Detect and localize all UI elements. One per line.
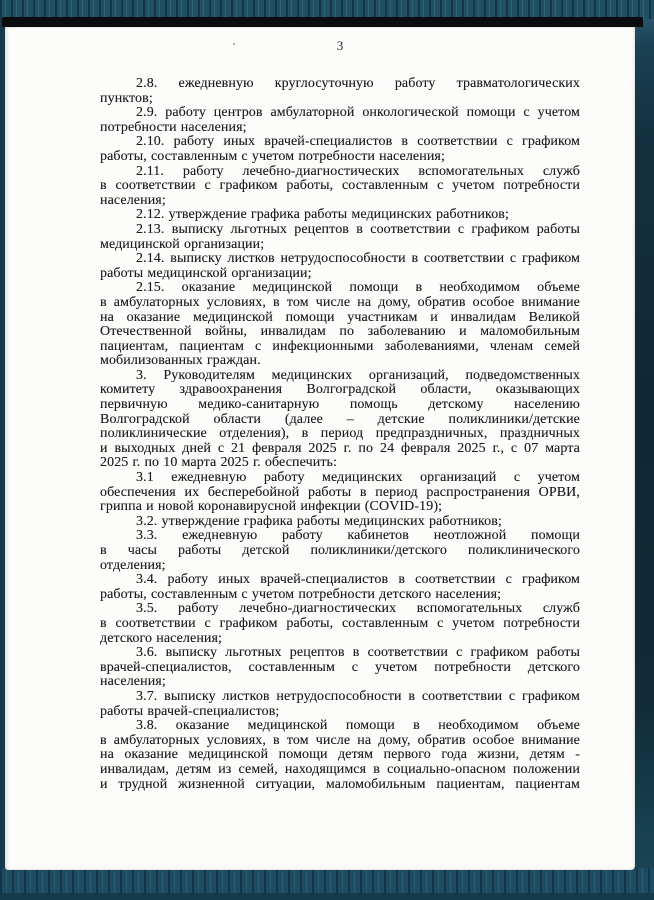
text-line: гриппа и новой коронавирусной инфекции (COVID-19);	[100, 500, 443, 515]
text-line: 3.7. выписку листков нетрудоспособности в соответствии с графиком	[136, 689, 580, 704]
text-line: Отечественной войны, инвалидам по заболеванию и маломобильным	[100, 325, 580, 340]
text-line: первичную медико-санитарную помощь детскому населению	[100, 398, 580, 413]
text-line: работы медицинской организации;	[100, 266, 312, 281]
page-number: 3	[336, 38, 344, 53]
text-line: поликлинические отделения), в период предпраздничных, праздничных	[100, 427, 580, 442]
text-line: 2.13. выписку льготных рецептов в соответствии с графиком работы	[136, 222, 580, 237]
paragraph	[100, 208, 580, 223]
text-line: 3.5. работу лечебно-диагностических вспомогательных служб	[136, 602, 580, 617]
text-line: врачей-специалистов, составленным с учетом потребности детского	[100, 660, 580, 675]
text-line: и выходных дней с 21 февраля 2025 г. по 24 февраля 2025 г., с 07 марта	[100, 441, 580, 456]
text-line: на оказание медицинской помощи детям первого года жизни, детям -	[100, 748, 580, 763]
paragraph	[100, 165, 580, 209]
text-line: 3.1 ежедневную работу медицинских организаций с учетом	[136, 471, 580, 486]
text-line: обеспечения их бесперебойной работы в период распространения ОРВИ,	[100, 485, 580, 500]
paragraph	[100, 529, 580, 573]
text-line: населения;	[100, 193, 166, 208]
text-line: 2025 г. по 10 марта 2025 г. обеспечить:	[100, 456, 338, 471]
text-line: на оказание медицинской помощи участникам и инвалидам Великой	[100, 310, 580, 325]
scan-speck	[233, 43, 235, 45]
page-top-shadow	[2, 17, 643, 27]
paragraph	[100, 369, 580, 471]
text-line: 3.3. ежедневную работу кабинетов неотложной помощи	[136, 529, 580, 544]
text-line: работы врачей-специалистов;	[100, 704, 280, 719]
text-line: пунктов;	[100, 91, 153, 106]
text-line: и трудной жизненной ситуации, маломобильным пациентам, пациентам	[100, 777, 580, 792]
text-line: 2.8. ежедневную круглосуточную работу травматологических	[136, 77, 580, 91]
paragraph	[100, 281, 580, 369]
paragraph	[100, 223, 580, 252]
text-line: 3.6. выписку льготных рецептов в соответствии с графиком работы	[136, 646, 580, 661]
paragraph	[100, 77, 580, 106]
text-line: 3.2. утверждение графика работы медицинских работников;	[136, 514, 502, 529]
text-line: в соответствии с графиком работы, составленным с учетом потребности	[100, 179, 580, 194]
text-line: в часы работы детской поликлиники/детского поликлинического	[100, 544, 580, 558]
document-body	[100, 77, 580, 792]
scan-border-bottom-edge	[0, 893, 654, 900]
scan-border-bottom	[0, 868, 654, 893]
text-line: 2.15. оказание медицинской помощи в необходимом объеме	[136, 281, 580, 296]
text-line: работы, составленным с учетом потребности детского населения;	[100, 587, 502, 602]
text-line: медицинской организации;	[100, 237, 265, 252]
paragraph	[100, 573, 580, 602]
paragraph	[100, 515, 580, 530]
paragraph	[100, 135, 580, 164]
text-line: 2.14. выписку листков нетрудоспособности в соответствии с графиком	[136, 252, 580, 267]
paragraph	[100, 106, 580, 135]
paragraph	[100, 602, 580, 646]
text-line: мобилизованных граждан.	[100, 354, 261, 369]
page-content	[100, 27, 580, 792]
scan-border-right	[635, 0, 654, 900]
text-line: населения;	[100, 675, 166, 690]
text-line: отделения;	[100, 558, 166, 573]
text-line: инвалидам, детям из семей, находящимся в социально-опасном положении	[100, 762, 580, 777]
text-line: в соответствии с графиком работы, составленным с учетом потребности	[100, 616, 580, 631]
paragraph	[100, 690, 580, 719]
text-line: 2.11. работу лечебно-диагностических вспомогательных служб	[136, 164, 580, 179]
paragraph	[100, 252, 580, 281]
text-line: 3.8. оказание медицинской помощи в необходимом объеме	[136, 719, 580, 734]
text-line: работы, составленным с учетом потребности населения;	[100, 149, 445, 164]
text-line: 2.12. утверждение графика работы медицинских работников;	[136, 208, 510, 223]
text-line: в амбулаторных условиях, в том числе на дому, обратив особое внимание	[100, 733, 580, 748]
text-line: 2.10. работу иных врачей-специалистов в соответствии с графиком	[136, 135, 580, 150]
text-line: детского населения;	[100, 631, 223, 646]
text-line: 3. Руководителям медицинских организаций, подведомственных	[136, 368, 580, 383]
text-line: Волгоградской области (далее – детские поликлиники/детские	[100, 412, 580, 427]
paragraph	[100, 646, 580, 690]
paragraph	[100, 719, 580, 792]
text-line: 2.9. работу центров амбулаторной онкологической помощи с учетом	[136, 106, 580, 121]
text-line: потребности населения;	[100, 120, 247, 135]
text-line: пациентам, пациентам с инфекционными заболеваниями, членам семей	[100, 339, 580, 354]
text-line: комитету здравоохранения Волгоградской области, оказывающих	[100, 383, 580, 398]
text-line: в амбулаторных условиях, в том числе на дому, обратив особое внимание	[100, 295, 580, 310]
document-page	[5, 27, 635, 870]
paragraph	[100, 471, 580, 515]
text-line: 3.4. работу иных врачей-специалистов в соответствии с графиком	[136, 573, 580, 588]
